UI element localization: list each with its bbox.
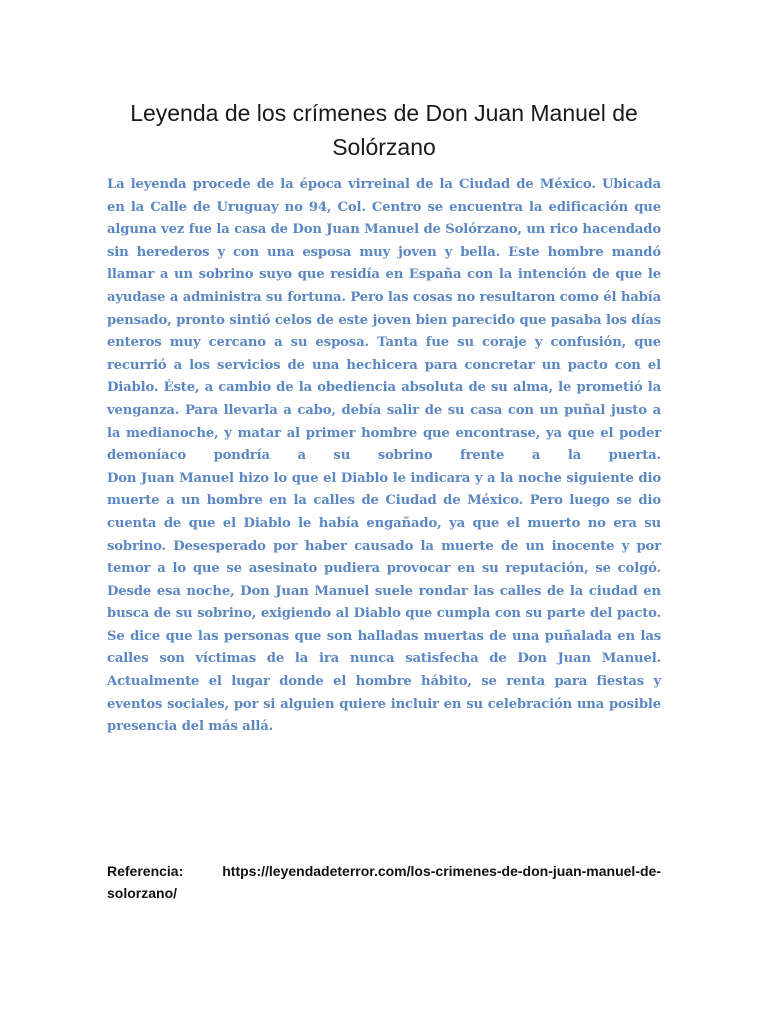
body-paragraph-2: Don Juan Manuel hizo lo que el Diablo le indicara y a la noche siguiente dio muerte a un hombre en la calles de Ciudad de México. Pero luego se dio cuenta de que el Diablo le había engañado, ya que el muerto no era su sobrino. Desesperado por haber causado la muerte de un inocente y por temor a lo que se asesinato pudiera provocar en su reputación, se colgó. Desde esa noche, Don Juan Manuel suele rondar las calles de la ciudad en busca de su sobrino, exigiendo al Diablo que cumpla con su parte del pacto. Se dice que las personas que son halladas muertas de una puñalada en las calles son víctimas de la ira nunca satisfecha de Don Juan Manuel. Actualmente el lugar donde el hombre hábito, se renta para fiestas y eventos sociales, por si alguien quiere incluir en su celebración una posible presencia del más allá. bbox=[107, 470, 661, 735]
reference-url: https://leyendadeterror.com/los-crimenes-de-don-juan-manuel-de-solorzano/ bbox=[107, 863, 661, 901]
document-body bbox=[107, 174, 661, 739]
reference-line bbox=[107, 860, 661, 904]
body-paragraph-1: La leyenda procede de la época virreinal de la Ciudad de México. Ubicada en la Calle de Uruguay no 94, Col. Centro se encuentra la edificación que alguna vez fue la casa de Don Juan Manuel de Solórzano, un rico hacendado sin herederos y con una esposa muy joven y bella. Este hombre mandó llamar a un sobrino suyo que residía en España con la intención de que le ayudase a administra su fortuna. Pero las cosas no resultaron como él había pensado, pronto sintió celos de este joven bien parecido que pasaba los días enteros muy cercano a su esposa. Tanta fue su coraje y confusión, que recurrió a los servicios de una hechicera para concretar un pacto con el Diablo. Éste, a cambio de la obediencia absoluta de su alma, le prometió la venganza. Para llevarla a cabo, debía salir de su casa con un puñal justo a la medianoche, y matar al primer hombre que encontrase, ya que el poder demoníaco pondría a su sobrino frente a la puerta. bbox=[107, 177, 661, 464]
document-title: Leyenda de los crímenes de Don Juan Manuel de Solórzano bbox=[130, 100, 638, 160]
reference-label: Referencia: bbox=[107, 863, 184, 879]
